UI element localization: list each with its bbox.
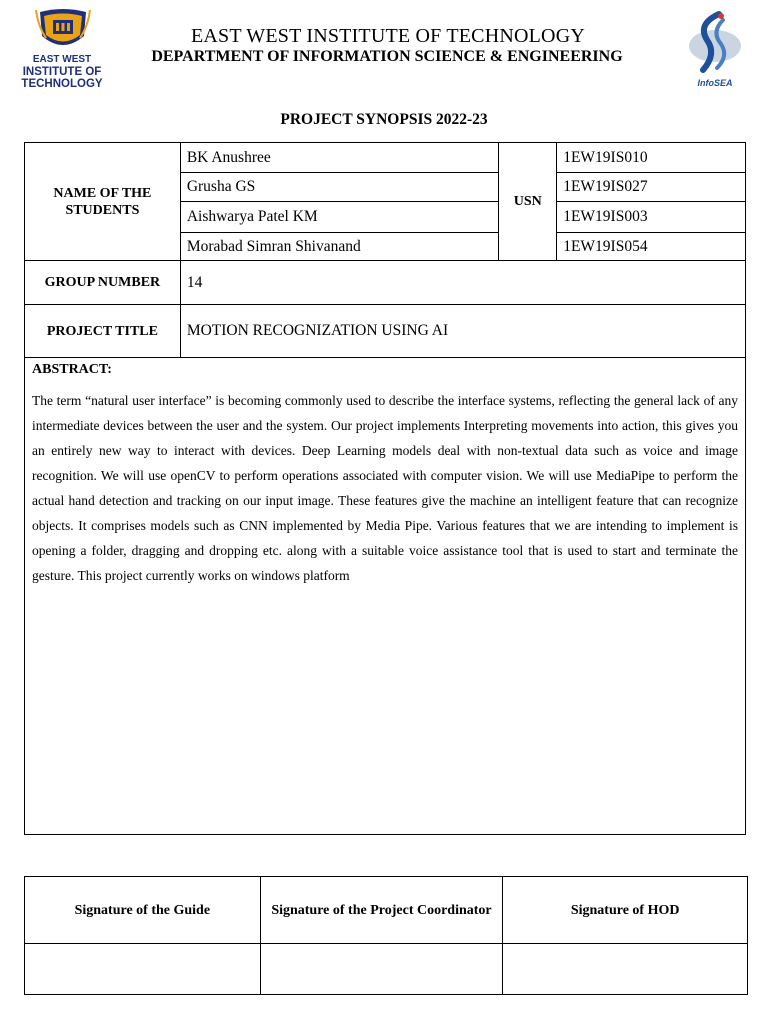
- guide-signature-label: Signature of the Guide: [25, 877, 261, 944]
- logo-line-2: INSTITUTE OF: [22, 66, 102, 78]
- infosea-caption: InfoSEA: [697, 78, 733, 88]
- coordinator-signature-space: [260, 944, 503, 995]
- logo-line-1: EAST WEST: [32, 54, 92, 65]
- synopsis-table: [24, 142, 746, 835]
- abstract-heading: ABSTRACT:: [32, 362, 112, 377]
- student-row: [25, 143, 746, 173]
- student-usn: 1EW19IS027: [557, 173, 746, 202]
- group-row: [25, 261, 746, 305]
- student-usn: 1EW19IS054: [557, 233, 746, 261]
- abstract-cell: [25, 358, 746, 835]
- coordinator-signature-label: Signature of the Project Coordinator: [260, 877, 503, 944]
- infosea-swirl-icon: [683, 10, 747, 76]
- student-usn: 1EW19IS010: [557, 143, 746, 173]
- project-title-label: PROJECT TITLE: [25, 305, 181, 358]
- signature-table: [24, 876, 748, 995]
- hod-signature-space: [503, 944, 748, 995]
- group-number-label: GROUP NUMBER: [25, 261, 181, 305]
- hod-signature-label: Signature of HOD: [503, 877, 748, 944]
- infosea-logo: [683, 10, 747, 92]
- student-name: Morabad Simran Shivanand: [180, 233, 498, 261]
- college-logo: [12, 8, 112, 90]
- student-name: Aishwarya Patel KM: [180, 202, 498, 233]
- group-number-value: 14: [180, 261, 745, 305]
- synopsis-title: PROJECT SYNOPSIS 2022-23: [280, 111, 488, 128]
- student-usn: 1EW19IS003: [557, 202, 746, 233]
- students-label: NAME OF THE STUDENTS: [25, 143, 181, 261]
- usn-label: USN: [499, 143, 557, 261]
- abstract-text: The term “natural user interface” is becoming commonly used to describe the interface systems, reflecting the general lack of any intermediate devices between the user and the system. Our project implements Interpreting movements into action, this gives you an entirely new way to interact with devices. Deep Learning models deal with non-textual data such as voice and image recognition. We will use openCV to perform operations associated with computer vision. We will use MediaPipe to perform the actual hand detection and tracking on our input image. These features give the machine an intelligent feature that can recognize objects. It comprises models such as CNN implemented by Media Pipe. Various features that we are intending to implement is opening a folder, dragging and dropping etc. along with a suitable voice assistance tool that is used to start and terminate the gesture. This project currently works on windows platform: [32, 393, 738, 583]
- signature-label-row: [25, 877, 748, 944]
- college-shield-icon: [34, 8, 92, 54]
- project-title-row: [25, 305, 746, 358]
- abstract-row: [25, 358, 746, 835]
- guide-signature-space: [25, 944, 261, 995]
- student-name: Grusha GS: [180, 173, 498, 202]
- signature-space-row: [25, 944, 748, 995]
- logo-line-3: TECHNOLOGY: [21, 78, 103, 90]
- project-title-value: MOTION RECOGNIZATION USING AI: [180, 305, 745, 358]
- student-name: BK Anushree: [180, 143, 498, 173]
- department-name: DEPARTMENT OF INFORMATION SCIENCE & ENGINEERING: [151, 48, 623, 65]
- institute-name: EAST WEST INSTITUTE OF TECHNOLOGY: [190, 25, 585, 47]
